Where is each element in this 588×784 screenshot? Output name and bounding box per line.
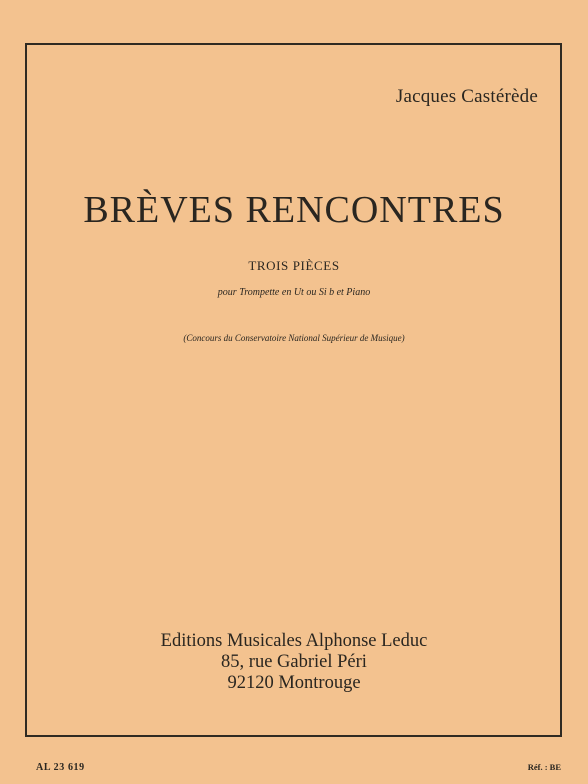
publisher-city: 92120 Montrouge — [227, 673, 361, 693]
instrumentation-line: pour Trompette en Ut ou Si b et Piano — [217, 287, 371, 298]
composer-name: Jacques Castérède — [395, 86, 538, 107]
competition-note: (Concours du Conservatoire National Supérieur de Musique) — [183, 333, 405, 343]
publisher-name: Editions Musicales Alphonse Leduc — [160, 631, 428, 651]
work-subtitle: TROIS PIÈCES — [248, 258, 340, 273]
publisher-street: 85, rue Gabriel Péri — [221, 652, 367, 672]
work-title: BRÈVES RENCONTRES — [83, 189, 505, 231]
publisher-block — [0, 631, 588, 694]
reference-code: Réf. : BE — [527, 762, 561, 772]
catalog-number: AL 23 619 — [36, 762, 85, 773]
